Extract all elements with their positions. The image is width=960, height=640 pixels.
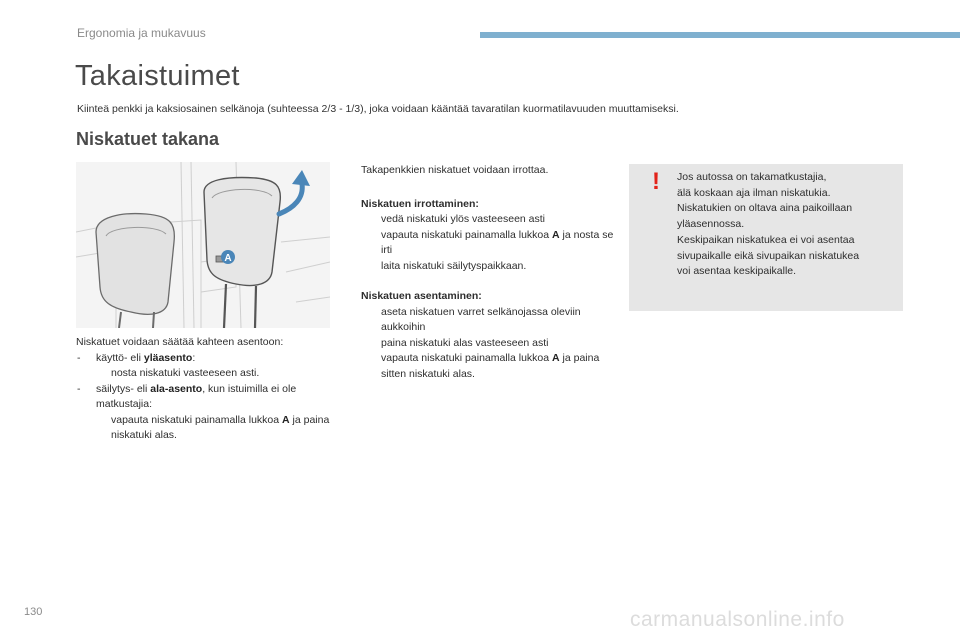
headrest-figure [76,162,330,328]
up-arrow-icon [279,184,302,214]
adjustment-intro: Niskatuet voidaan säätää kahteen asentoon: [76,336,284,348]
installation-title: Niskatuen asentaminen: [361,290,482,302]
list-item: vedä niskatuki ylös vasteeseen asti [381,213,546,225]
intro-text: Kiinteä penkki ja kaksiosainen selkänoja (suhteessa 2/3 - 1/3), joka voidaan kääntää tavaratilan kuormatilavuuden muuttamiseksi. [77,103,679,115]
list-item: vapauta niskatuki painamalla lukkoa A ja paina sitten niskatuki alas. [381,352,600,380]
removable-intro: Takapenkkien niskatuet voidaan irrottaa. [361,164,549,176]
list-item: aseta niskatuen varret selkänojassa oleviin aukkoihin [381,305,581,333]
list-item: paina niskatuki alas vasteeseen asti [381,336,549,349]
list-item: nosta niskatuki vasteeseen asti. [111,367,260,379]
watermark: carmanualsonline.info [630,608,845,631]
section-label: Ergonomia ja mukavuus [77,26,206,40]
warning-text: Jos autossa on takamatkustajia, älä koskaan aja ilman niskatukia. Niskatukien on oltava aina paikoillaan yläasennossa. Keskipaikan niskatukea ei voi asentaa sivupaikalle eikä sivupaikan niskatukea voi asentaa keskipaikalle. [677,171,860,278]
page-title: Takaistuimet [75,60,240,92]
removal-title: Niskatuen irrottaminen: [361,197,479,210]
list-item: laita niskatuki säilytyspaikkaan. [381,259,527,272]
list-item: - säilytys- eli ala-asento, kun istuimilla ei ole matkustajia: [77,382,297,410]
headrest-illustration [76,162,330,328]
latch-label: A [224,253,232,264]
list-item: vapauta niskatuki painamalla lukkoa A ja paina niskatuki alas. [111,413,330,441]
list-item: - käyttö- eli yläasento: [77,351,196,364]
section-accent-bar [480,32,960,38]
warning-icon: ! [652,168,660,195]
removal-instructions [361,163,616,382]
section-subtitle: Niskatuet takana [76,129,220,149]
list-item: vapauta niskatuki painamalla lukkoa A ja nosta se irti [381,228,614,256]
page-number: 130 [24,606,43,618]
adjustment-text [76,335,346,444]
